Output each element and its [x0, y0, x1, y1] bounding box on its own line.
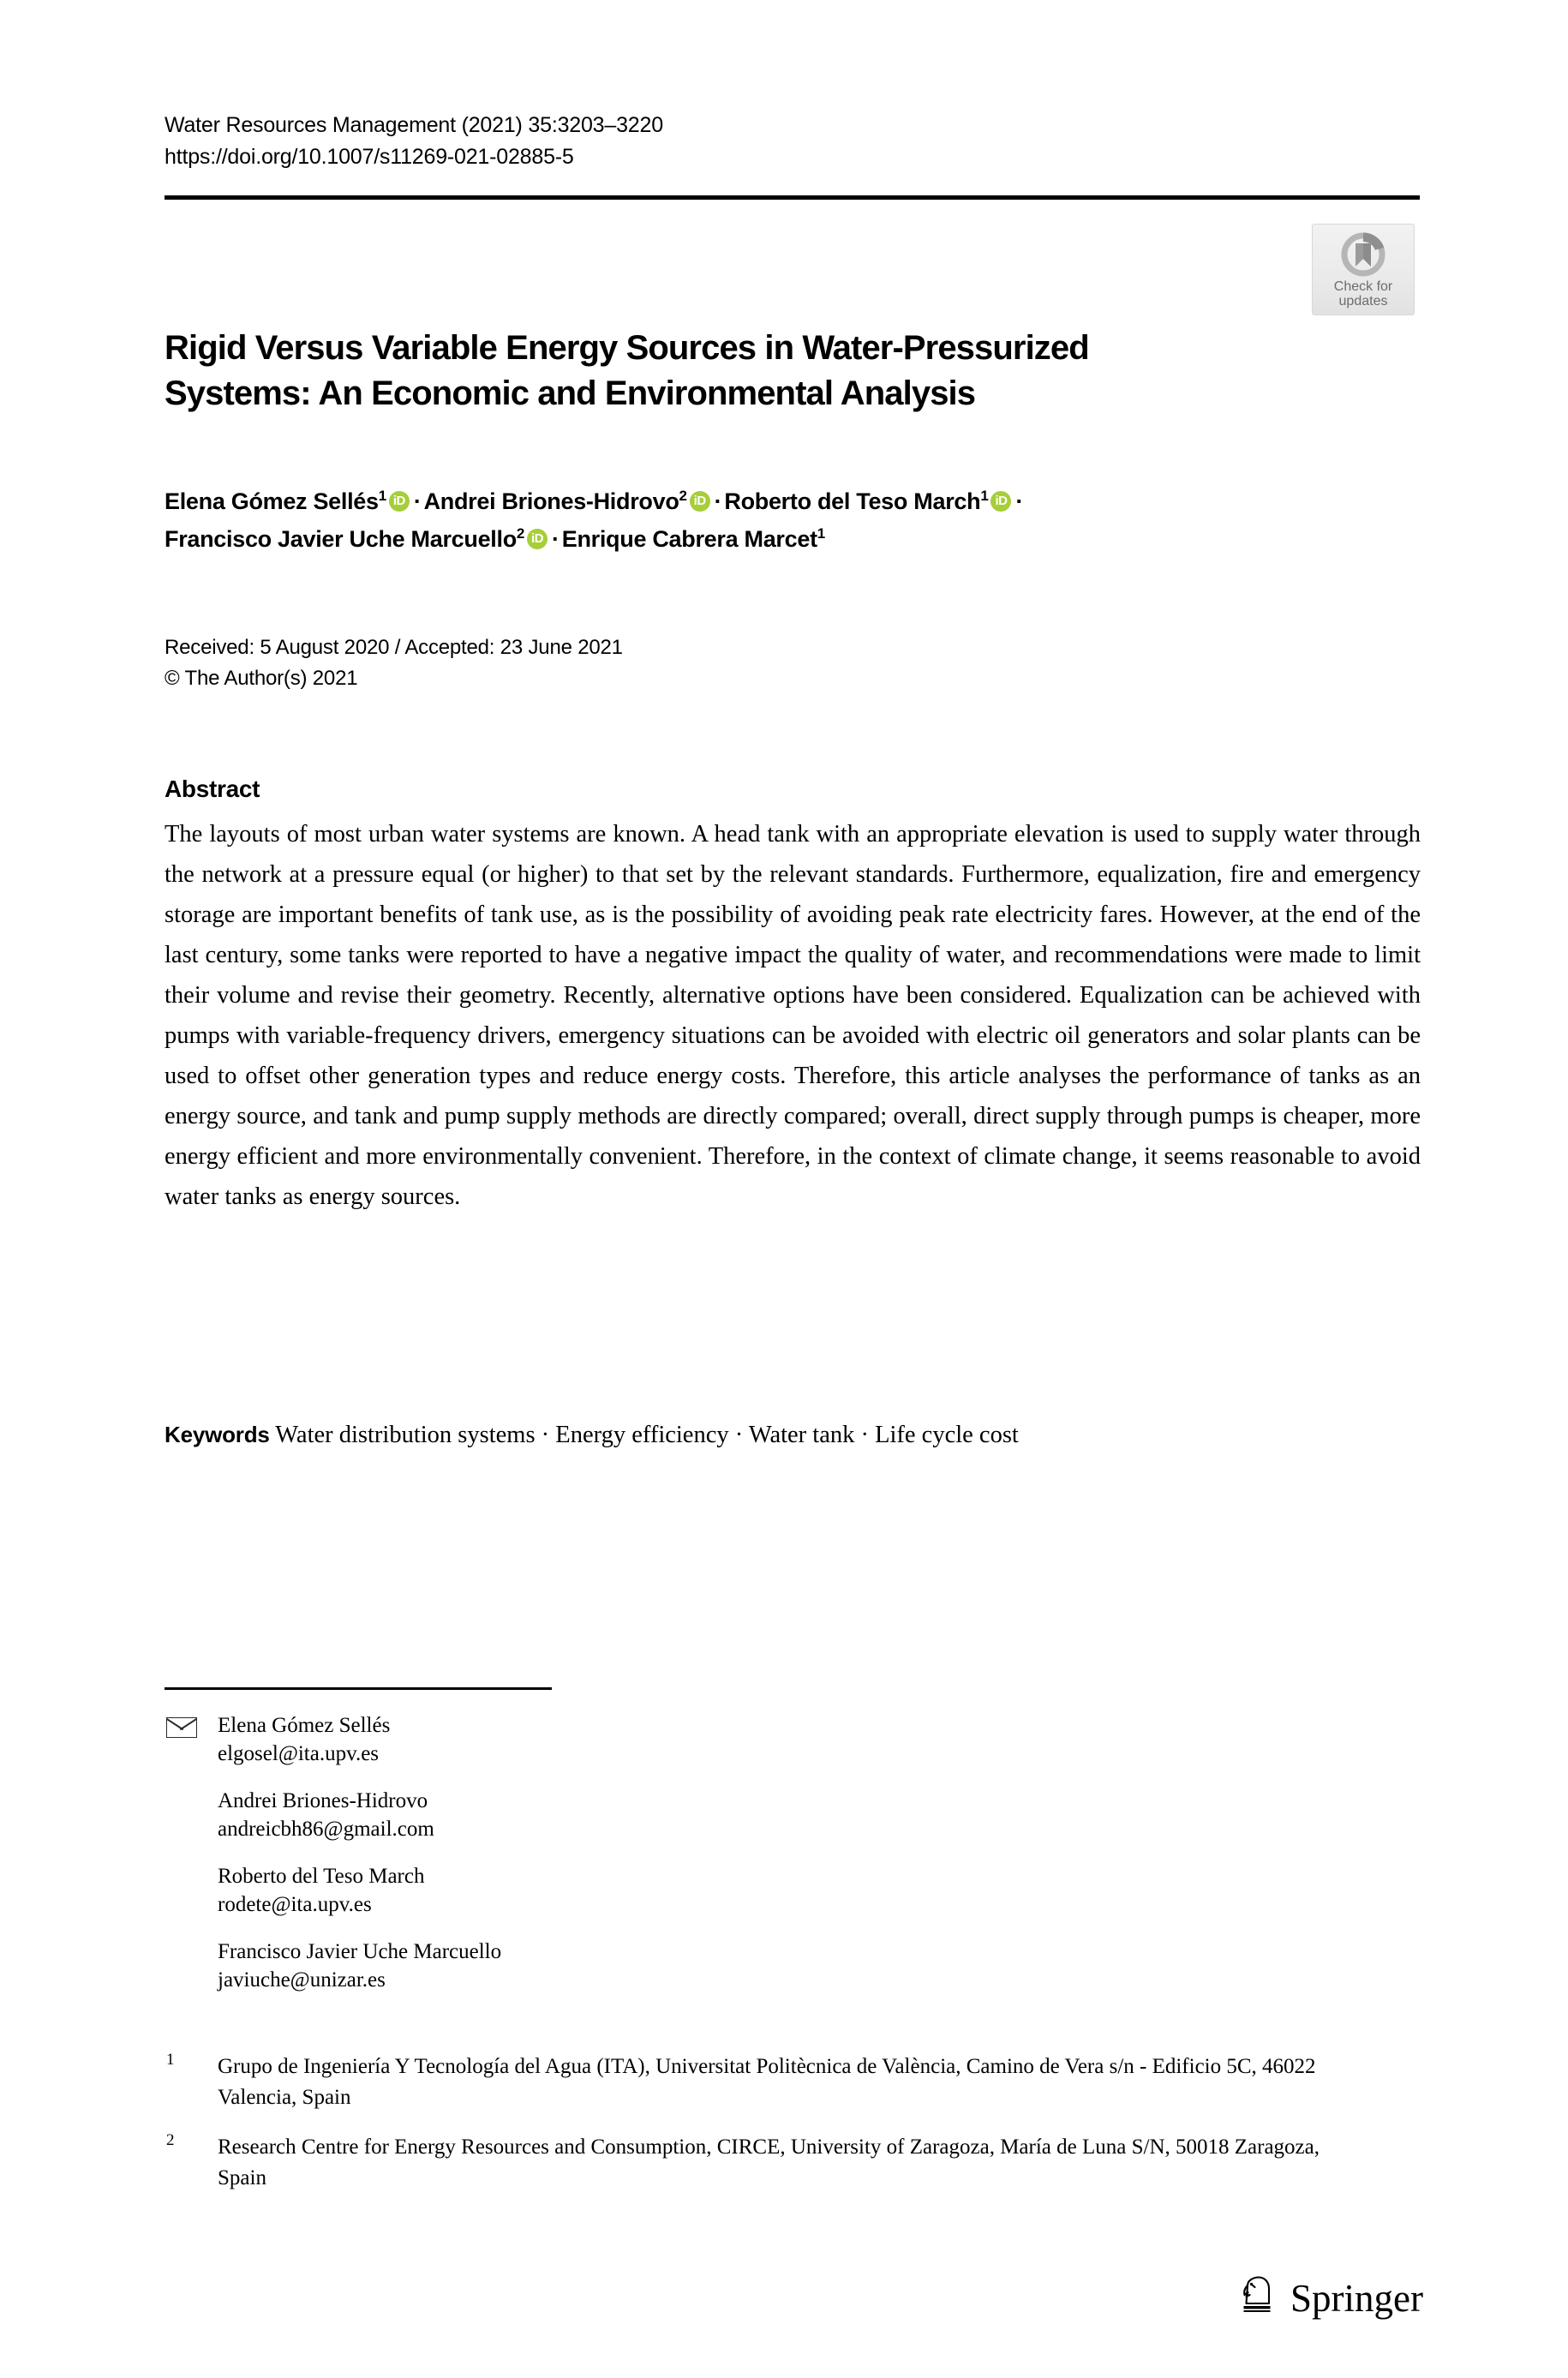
contact-corresponding-author: [165, 1711, 1021, 1768]
publisher-logo: [1236, 2274, 1423, 2321]
contact-email[interactable]: andreicbh86@gmail.com: [218, 1818, 434, 1841]
footnote-divider: [165, 1687, 552, 1690]
publisher-name: Springer: [1290, 2276, 1423, 2320]
orcid-icon[interactable]: [690, 491, 710, 512]
author-name[interactable]: Elena Gómez Sellés: [165, 488, 379, 514]
orcid-icon[interactable]: [389, 491, 410, 512]
author-affil-marker: 2: [679, 488, 687, 504]
title-line-2: Systems: An Economic and Environmental Analysis: [165, 374, 976, 412]
received-accepted-dates: Received: 5 August 2020 / Accepted: 23 June 2021: [165, 636, 623, 659]
contact-email[interactable]: rodete@ita.upv.es: [218, 1893, 372, 1916]
keywords-section: [165, 1417, 1421, 1453]
header-divider: [165, 195, 1420, 200]
affiliation-text: Research Centre for Energy Resources and Consumption, CIRCE, University of Zaragoza, María de Luna S/N, 50018 Zaragoza, Spain: [218, 2135, 1320, 2189]
abstract-text: The layouts of most urban water systems are known. A head tank with an appropriate elevation is used to supply water through the network at a pressure equal (or higher) to that set by the relevant standards. Furthermore, equalization, fire and emergency storage are important benefits of tank use, as is the possibility of avoiding peak rate electricity fares. However, at the end of the last century, some tanks were reported to have a negative impact the quality of water, and recommendations were made to limit their volume and revise their geometry. Recently, alternative options have been considered. Equalization can be achieved with pumps with variable-frequency drivers, emergency situations can be avoided with electric oil generators and solar plants can be used to offset other generation types and reduce energy costs. Therefore, this article analyses the performance of tanks as an energy source, and tank and pump supply methods are directly compared; overall, direct supply through pumps is cheaper, more energy efficient and more environmentally convenient. Therefore, in the context of climate change, it seems reasonable to avoid water tanks as energy sources.: [165, 821, 1421, 1210]
author-name[interactable]: Andrei Briones-Hidrovo: [423, 488, 679, 514]
journal-header: [165, 110, 1193, 173]
envelope-icon: [166, 1717, 197, 1738]
contact-name: Andrei Briones-Hidrovo: [218, 1789, 428, 1812]
contact-name: Roberto del Teso March: [218, 1865, 425, 1888]
abstract-heading: Abstract: [165, 776, 260, 802]
author-list: [165, 482, 1424, 558]
check-for-updates-badge[interactable]: [1312, 224, 1415, 315]
author-name[interactable]: Francisco Javier Uche Marcuello: [165, 526, 517, 552]
affiliation-item: [165, 2132, 1347, 2194]
orcid-icon[interactable]: [990, 491, 1011, 512]
crossmark-bookmark-icon: [1339, 231, 1387, 279]
crossmark-label-line1: Check for: [1333, 279, 1393, 294]
affiliation-text: Grupo de Ingeniería Y Tecnología del Agua (ITA), Universitat Politècnica de València, Camino de Vera s/n - Edificio 5C, 46022 Valencia, Spain: [218, 2055, 1316, 2109]
author-separator: ·: [1015, 488, 1024, 514]
author-affil-marker: 2: [516, 525, 525, 542]
affiliation-item: [165, 2052, 1347, 2113]
contact-email[interactable]: javiuche@unizar.es: [218, 1968, 386, 1992]
contact-author: [165, 1938, 1021, 1994]
author-separator: ·: [413, 488, 422, 514]
springer-knight-logo: [1236, 2274, 1279, 2321]
author-name[interactable]: Roberto del Teso March: [724, 488, 981, 514]
article-history: [165, 632, 623, 694]
author-line-2: [165, 520, 1424, 558]
author-affil-marker: 1: [378, 488, 386, 504]
author-affil-marker: 1: [980, 488, 989, 504]
copyright-line: © The Author(s) 2021: [165, 667, 358, 690]
author-separator: ·: [714, 488, 722, 514]
contact-author: [165, 1862, 1021, 1919]
contact-email[interactable]: elgosel@ita.upv.es: [218, 1742, 380, 1765]
orcid-icon[interactable]: [527, 529, 548, 549]
affiliation-list: [165, 2052, 1347, 2213]
keywords-terms: Water distribution systems · Energy efficiency · Water tank · Life cycle cost: [275, 1422, 1019, 1448]
author-line-1: [165, 482, 1424, 520]
author-name[interactable]: Enrique Cabrera Marcet: [561, 526, 817, 552]
journal-doi[interactable]: https://doi.org/10.1007/s11269-021-02885-5: [165, 145, 574, 169]
author-separator: ·: [552, 526, 560, 552]
crossmark-label-line2: updates: [1338, 294, 1388, 308]
contact-list: [165, 1711, 1021, 2013]
keywords-label: Keywords: [165, 1422, 270, 1447]
author-affil-marker: 1: [817, 525, 825, 542]
affiliation-number: 2: [166, 2131, 175, 2149]
title-line-1: Rigid Versus Variable Energy Sources in Water-Pressurized: [165, 329, 1089, 367]
affiliation-number: 1: [166, 2051, 175, 2069]
contact-name: Elena Gómez Sellés: [218, 1714, 391, 1737]
contact-author: [165, 1787, 1021, 1843]
page-title: [165, 326, 1304, 416]
contact-name: Francisco Javier Uche Marcuello: [218, 1940, 502, 1963]
journal-citation: Water Resources Management (2021) 35:3203–3220: [165, 113, 663, 137]
